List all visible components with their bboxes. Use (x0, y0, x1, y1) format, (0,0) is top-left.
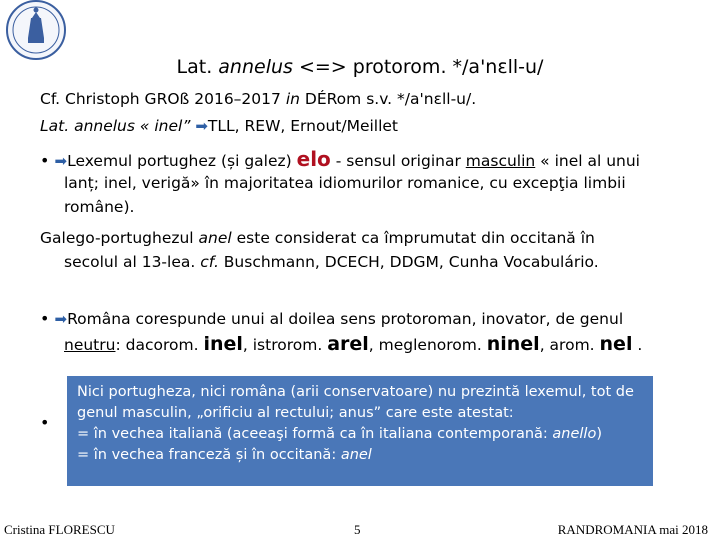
cf-line: Cf. Christoph GROß 2016–2017 in DÉRom s.v. */a'nɛll‑u/. (40, 90, 477, 108)
callout-box (67, 376, 653, 486)
bullet-romanian-line2: neutru: dacorom. inel, istrorom. arel, meglenorom. ninel, arom. nel . (64, 333, 643, 355)
galego-paragraph: Galego-portughezul anel este considerat ca împrumutat din occitană în (40, 229, 595, 247)
bullet-romanian: • ➡Româna corespunde unui al doilea sens protoroman, inovator, de genul (40, 309, 624, 328)
galego-line2: secolul al 13-lea. cf. Buschmann, DCECH, DDGM, Cunha Vocabulário. (64, 253, 599, 271)
arrow-icon: ➡ (54, 152, 68, 170)
arrow-icon: ➡ (54, 310, 68, 328)
callout-line1: Nici portugheza, nici româna (arii conservatoare) nu prezintă lexemul, tot de (77, 384, 634, 400)
footer-author: Cristina FLORESCU (4, 522, 115, 537)
callout-line2: genul masculin, „orificiu al rectului; anus” care este atestat: (77, 405, 514, 421)
footer-page-number: 5 (354, 522, 361, 537)
latin-line: Lat. annelus « inel” ➡TLL, REW, Ernout/Meillet (40, 117, 399, 135)
arrow-icon: ➡ (195, 117, 208, 135)
bullet-portuguese-line2: lanț; inel, verigă» în majoritatea idiomurilor romanice, cu excepţia limbii (64, 174, 626, 192)
slide-title: Lat. annelus <=> protorom. */a'nɛll‑u/ (176, 56, 544, 78)
footer-event: RANDROMANIA mai 2018 (557, 522, 708, 537)
bullet-empty: • (40, 413, 50, 432)
callout-line3: = în vechea italiană (aceeaşi formă ca în italiana contemporană: anello) (77, 426, 603, 442)
bullet-portuguese-line3: române). (64, 198, 135, 216)
bullet-portuguese: • ➡Lexemul portughez (și galez) elo - sensul originar masculin « inel al unui (40, 147, 640, 171)
callout-line4: = în vechea franceză și în occitană: anel (77, 447, 372, 463)
